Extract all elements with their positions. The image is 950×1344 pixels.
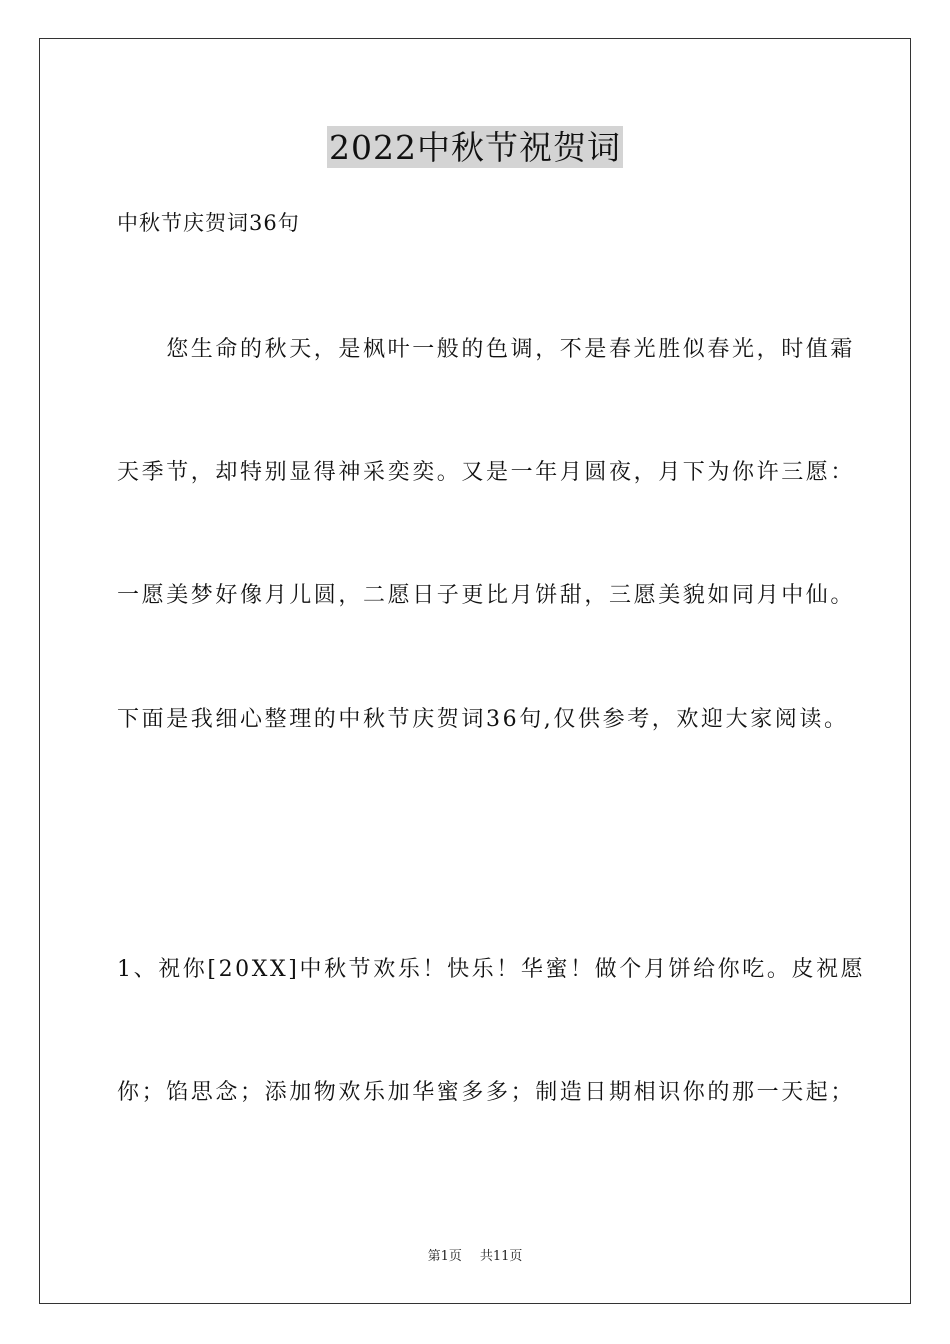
paragraph-line-6: 你；馅思念；添加物欢乐加华蜜多多；制造日期相识你的那一天起； [117,1080,856,1105]
page-number-total: 共11页 [479,1249,523,1264]
title-container [0,126,950,168]
paragraph-line-3: 一愿美梦好像月儿圆，二愿日子更比月饼甜，三愿美貌如同月中仙。 [117,583,856,608]
page-number-current: 第1页 [427,1249,462,1264]
paragraph-line-4: 下面是我细心整理的中秋节庆贺词36句,仅供参考，欢迎大家阅读。 [117,707,849,732]
page-footer [0,1248,950,1266]
document-title: 2022中秋节祝贺词 [329,128,621,167]
paragraph-line-2: 天季节，却特别显得神采奕奕。又是一年月圆夜，月下为你许三愿： [117,460,856,485]
document-subtitle: 中秋节庆贺词36句 [117,211,300,235]
paragraph-line-1: 您生命的秋天，是枫叶一般的色调，不是春光胜似春光，时值霜 [117,337,856,362]
paragraph-line-5: 1、祝你[20XX]中秋节欢乐！快乐！华蜜！做个月饼给你吃。皮祝愿 [117,957,866,982]
